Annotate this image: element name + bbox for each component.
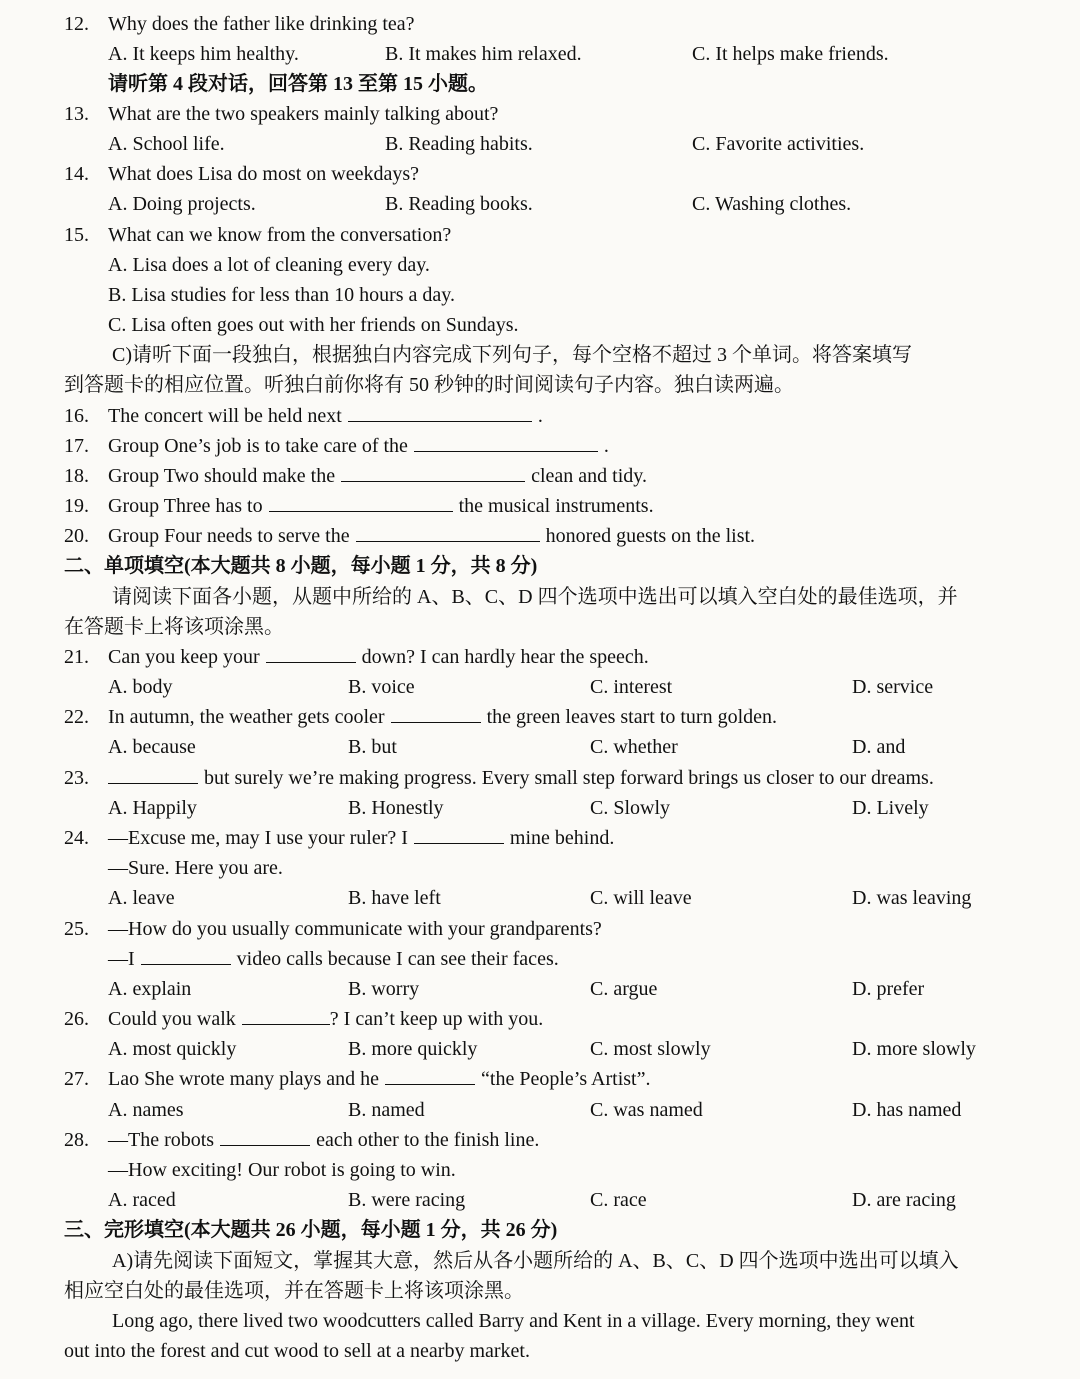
option-b: B. named (348, 1099, 425, 1121)
stem-after-blank: the musical instruments. (458, 495, 654, 517)
stem-before-blank: Group Four needs to serve the (108, 525, 350, 547)
option-b: B. were racing (348, 1189, 466, 1211)
question-22-options (0, 732, 1080, 762)
answer-blank (348, 401, 532, 422)
question-number: 18. (64, 465, 89, 487)
question-stem (108, 461, 647, 491)
question-stem (108, 1004, 543, 1034)
section-4-instruction: 请听第 4 段对话，回答第 13 至第 15 小题。 (108, 73, 488, 95)
option-a: A. body (108, 676, 173, 698)
answer-blank (220, 1125, 310, 1146)
stem-before-blank: —The robots (108, 1129, 215, 1151)
option-b: B. more quickly (348, 1038, 478, 1060)
option-b: B. but (348, 736, 397, 758)
option-c: C. will leave (590, 887, 692, 909)
question-stem (108, 491, 654, 521)
question-12 (0, 9, 1080, 39)
answer-blank (141, 944, 231, 965)
question-stem (108, 1125, 539, 1155)
section-2-title: 二、单项填空(本大题共 8 小题，每小题 1 分，共 8 分) (64, 555, 538, 577)
stem-after-blank: the green leaves start to turn golden. (486, 706, 778, 728)
passage-line-2: out into the forest and cut wood to sell at a nearby market. (64, 1340, 530, 1362)
question-number: 14. (64, 163, 89, 185)
option-c: C. was named (590, 1099, 703, 1121)
option-a: A. Lisa does a lot of cleaning every day. (108, 254, 430, 276)
question-14-options (0, 189, 1080, 219)
stem-after-blank: clean and tidy. (531, 465, 647, 487)
question-stem (108, 823, 614, 853)
question-number: 12. (64, 13, 89, 35)
stem-before-blank: —Excuse me, may I use your ruler? I (108, 827, 408, 849)
question-stem: What does Lisa do most on weekdays? (108, 163, 420, 185)
question-25 (0, 914, 1080, 944)
question-26-options (0, 1034, 1080, 1064)
stem-before-blank: Could you walk (108, 1008, 236, 1030)
question-number: 27. (64, 1068, 89, 1090)
question-number: 13. (64, 103, 89, 125)
question-stem (108, 702, 777, 732)
option-a: A. most quickly (108, 1038, 237, 1060)
option-b: B. have left (348, 887, 441, 909)
question-number: 26. (64, 1008, 89, 1030)
option-d: D. service (852, 676, 934, 698)
option-d: D. was leaving (852, 887, 972, 909)
option-a: A. names (108, 1099, 184, 1121)
question-stem (108, 763, 934, 793)
answer-blank (266, 642, 356, 663)
question-18 (0, 461, 1080, 491)
question-21 (0, 642, 1080, 672)
stem-before-blank: In autumn, the weather gets cooler (108, 706, 385, 728)
question-number: 24. (64, 827, 89, 849)
question-number: 15. (64, 224, 89, 246)
question-number: 25. (64, 918, 89, 940)
option-a: A. School life. (108, 133, 225, 155)
option-a: A. Doing projects. (108, 193, 256, 215)
option-d: D. more slowly (852, 1038, 976, 1060)
question-22 (0, 702, 1080, 732)
option-b: B. Honestly (348, 797, 444, 819)
question-24 (0, 823, 1080, 853)
section-3-instruction-line-2: 相应空白处的最佳选项，并在答题卡上将该项涂黑。 (64, 1280, 524, 1302)
option-a: A. It keeps him healthy. (108, 43, 299, 65)
option-a: A. leave (108, 887, 175, 909)
question-13-options (0, 129, 1080, 159)
stem-after-blank: ? I can’t keep up with you. (329, 1008, 544, 1030)
option-a: A. raced (108, 1189, 176, 1211)
question-stem (108, 1064, 650, 1094)
option-b: B. It makes him relaxed. (385, 43, 582, 65)
option-c: C. Washing clothes. (692, 193, 852, 215)
stem-after-blank: honored guests on the list. (545, 525, 756, 547)
question-21-options (0, 672, 1080, 702)
question-25-options (0, 974, 1080, 1004)
section-2-instruction-line-1: 请阅读下面各小题，从题中所给的 A、B、C、D 四个选项中选出可以填入空白处的最佳选项，并 (112, 586, 958, 608)
option-d: D. are racing (852, 1189, 956, 1211)
stem-after-blank: . (537, 405, 543, 427)
question-stem (108, 642, 649, 672)
stem-before-blank: Group Three has to (108, 495, 263, 517)
question-stem: What can we know from the conversation? (108, 224, 452, 246)
option-c: C. whether (590, 736, 678, 758)
question-28-reply: —How exciting! Our robot is going to win. (108, 1159, 456, 1181)
stem-after-blank: “the People’s Artist”. (481, 1068, 651, 1090)
question-25-reply (108, 944, 559, 974)
option-c: C. Lisa often goes out with her friends on Sundays. (108, 314, 519, 336)
option-c: C. most slowly (590, 1038, 711, 1060)
option-a: A. because (108, 736, 196, 758)
question-28 (0, 1125, 1080, 1155)
section-3-title: 三、完形填空(本大题共 26 小题，每小题 1 分，共 26 分) (64, 1219, 558, 1241)
stem-before-blank: Group One’s job is to take care of the (108, 435, 408, 457)
section-2-instruction-line-2: 在答题卡上将该项涂黑。 (64, 616, 284, 638)
question-15 (0, 220, 1080, 250)
question-24-reply: —Sure. Here you are. (108, 857, 283, 879)
question-24-options (0, 883, 1080, 913)
option-a: A. explain (108, 978, 192, 1000)
stem-after-blank: down? I can hardly hear the speech. (361, 646, 649, 668)
question-number: 16. (64, 405, 89, 427)
option-c: C. race (590, 1189, 647, 1211)
answer-blank (414, 823, 504, 844)
stem-before-blank: —I (108, 948, 135, 970)
option-d: D. prefer (852, 978, 925, 1000)
answer-blank (341, 461, 525, 482)
question-stem: —How do you usually communicate with your grandparents? (108, 918, 602, 940)
option-d: D. has named (852, 1099, 962, 1121)
stem-before-blank: Group Two should make the (108, 465, 336, 487)
option-b: B. voice (348, 676, 415, 698)
option-c: C. Slowly (590, 797, 671, 819)
stem-before-blank: The concert will be held next (108, 405, 342, 427)
question-number: 22. (64, 706, 89, 728)
question-number: 20. (64, 525, 89, 547)
option-b: B. worry (348, 978, 420, 1000)
stem-after-blank: . (603, 435, 609, 457)
stem-after-blank: but surely we’re making progress. Every small step forward brings us closer to our dreams. (204, 767, 934, 789)
question-number: 19. (64, 495, 89, 517)
question-14 (0, 159, 1080, 189)
question-stem: What are the two speakers mainly talking about? (108, 103, 499, 125)
question-27-options (0, 1095, 1080, 1125)
question-26 (0, 1004, 1080, 1034)
answer-blank (108, 763, 198, 784)
answer-blank (391, 702, 481, 723)
answer-blank (414, 431, 598, 452)
question-16 (0, 401, 1080, 431)
question-12-options (0, 39, 1080, 69)
stem-before-blank: Can you keep your (108, 646, 260, 668)
stem-before-blank: Lao She wrote many plays and he (108, 1068, 380, 1090)
answer-blank (356, 521, 540, 542)
question-13 (0, 99, 1080, 129)
section-3-instruction-line-1: A)请先阅读下面短文，掌握其大意，然后从各小题所给的 A、B、C、D 四个选项中选出可以填入 (112, 1250, 959, 1272)
question-23-options (0, 793, 1080, 823)
stem-after-blank: video calls because I can see their faces. (236, 948, 559, 970)
question-17 (0, 431, 1080, 461)
question-23 (0, 763, 1080, 793)
question-number: 17. (64, 435, 89, 457)
option-b: B. Reading habits. (385, 133, 533, 155)
question-number: 28. (64, 1129, 89, 1151)
question-number: 21. (64, 646, 89, 668)
question-28-options (0, 1185, 1080, 1215)
stem-after-blank: mine behind. (509, 827, 615, 849)
question-number: 23. (64, 767, 89, 789)
part-c-instruction-line-2: 到答题卡的相应位置。听独白前你将有 50 秒钟的时间阅读句子内容。独白读两遍。 (64, 374, 794, 396)
answer-blank (242, 1004, 330, 1025)
passage-line-1: Long ago, there lived two woodcutters called Barry and Kent in a village. Every morning, they went (112, 1310, 915, 1332)
option-b: B. Reading books. (385, 193, 533, 215)
question-stem (108, 431, 609, 461)
part-c-instruction-line-1: C)请听下面一段独白，根据独白内容完成下列句子，每个空格不超过 3 个单词。将答案填写 (112, 344, 912, 366)
option-d: D. Lively (852, 797, 929, 819)
answer-blank (269, 491, 453, 512)
question-stem (108, 521, 755, 551)
option-c: C. argue (590, 978, 658, 1000)
option-c: C. interest (590, 676, 673, 698)
option-c: C. It helps make friends. (692, 43, 889, 65)
question-stem: Why does the father like drinking tea? (108, 13, 415, 35)
stem-after-blank: each other to the finish line. (316, 1129, 540, 1151)
option-c: C. Favorite activities. (692, 133, 865, 155)
option-a: A. Happily (108, 797, 197, 819)
question-stem (108, 401, 543, 431)
option-d: D. and (852, 736, 906, 758)
question-20 (0, 521, 1080, 551)
question-27 (0, 1064, 1080, 1094)
question-19 (0, 491, 1080, 521)
option-b: B. Lisa studies for less than 10 hours a day. (108, 284, 455, 306)
answer-blank (385, 1064, 475, 1085)
